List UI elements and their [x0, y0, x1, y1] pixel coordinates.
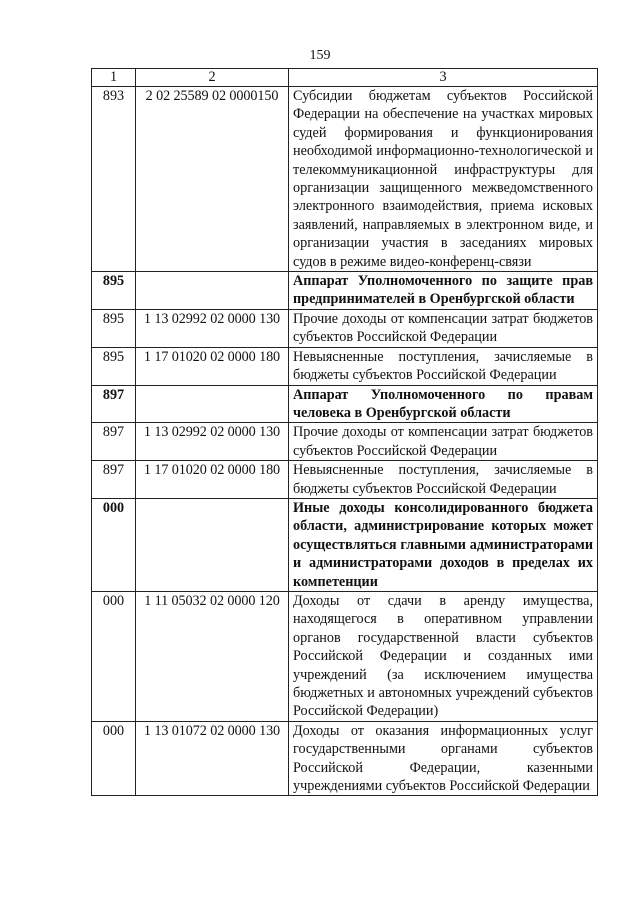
page-number: 159: [309, 48, 331, 63]
revenue-name-cell: Невыясненные поступления, зачисляемые в бюджеты субъектов Российской Федерации: [289, 461, 598, 499]
budget-code-cell: [136, 385, 289, 423]
table-row: [92, 347, 598, 385]
budget-code-cell: [136, 498, 289, 591]
budget-code-cell: [136, 272, 289, 310]
admin-code-cell: 000: [92, 591, 136, 721]
admin-code-cell: 893: [92, 87, 136, 272]
column-header: 1: [92, 69, 136, 87]
table-row: [92, 461, 598, 499]
revenue-name-cell: Невыясненные поступления, зачисляемые в бюджеты субъектов Российской Федерации: [289, 347, 598, 385]
budget-code-cell: 1 13 01072 02 0000 130: [136, 721, 289, 796]
column-header: 3: [289, 69, 598, 87]
budget-code-cell: 1 13 02992 02 0000 130: [136, 309, 289, 347]
budget-code-cell: 1 17 01020 02 0000 180: [136, 347, 289, 385]
admin-code-cell: 000: [92, 498, 136, 591]
revenue-name-cell: Прочие доходы от компенсации затрат бюджетов субъектов Российской Федерации: [289, 423, 598, 461]
revenue-name-cell: Субсидии бюджетам субъектов Российской Федерации на обеспечение на участках мировых судей формирования и функционирования необходимой информационно-технологической и телекоммуникационной инфраструктуры для организации защищенного межведомственного электронного взаимодействия, приема исковых заявлений, направляемых в электронном виде, и организации участия в заседаниях мировых судов в режиме видео-конференц-связи: [289, 87, 598, 272]
budget-code-cell: 2 02 25589 02 0000150: [136, 87, 289, 272]
revenue-name-cell: Прочие доходы от компенсации затрат бюджетов субъектов Российской Федерации: [289, 309, 598, 347]
revenue-name-cell: Аппарат Уполномоченного по правам человека в Оренбургской области: [289, 385, 598, 423]
revenue-name-cell: Иные доходы консолидированного бюджета области, администрирование которых может осуществляться главными администраторами и администраторами доходов в пределах их компетенции: [289, 498, 598, 591]
admin-code-cell: 895: [92, 309, 136, 347]
revenue-name-cell: Доходы от сдачи в аренду имущества, находящегося в оперативном управлении органов государственной власти субъектов Российской Федерации и созданных ими учреждений (за исключением имущества бюджетных и автономных учреждений субъектов Российской Федерации): [289, 591, 598, 721]
column-header: 2: [136, 69, 289, 87]
table-row: [92, 385, 598, 423]
table-row: [92, 721, 598, 796]
table-row: [92, 309, 598, 347]
revenue-name-cell: Аппарат Уполномоченного по защите прав предпринимателей в Оренбургской области: [289, 272, 598, 310]
admin-code-cell: 000: [92, 721, 136, 796]
admin-code-cell: 897: [92, 385, 136, 423]
budget-code-cell: 1 11 05032 02 0000 120: [136, 591, 289, 721]
admin-code-cell: 897: [92, 461, 136, 499]
admin-code-cell: 895: [92, 272, 136, 310]
table-row: [92, 498, 598, 591]
budget-code-cell: 1 17 01020 02 0000 180: [136, 461, 289, 499]
revenue-name-cell: Доходы от оказания информационных услуг государственными органами субъектов Российской Федерации, казенными учреждениями субъектов Российской Федерации: [289, 721, 598, 796]
table-row: [92, 87, 598, 272]
table-row: [92, 423, 598, 461]
table-row: [92, 591, 598, 721]
table-header-row: [92, 69, 598, 87]
budget-code-cell: 1 13 02992 02 0000 130: [136, 423, 289, 461]
table-row: [92, 272, 598, 310]
admin-code-cell: 897: [92, 423, 136, 461]
revenue-codes-table: [91, 68, 598, 796]
admin-code-cell: 895: [92, 347, 136, 385]
